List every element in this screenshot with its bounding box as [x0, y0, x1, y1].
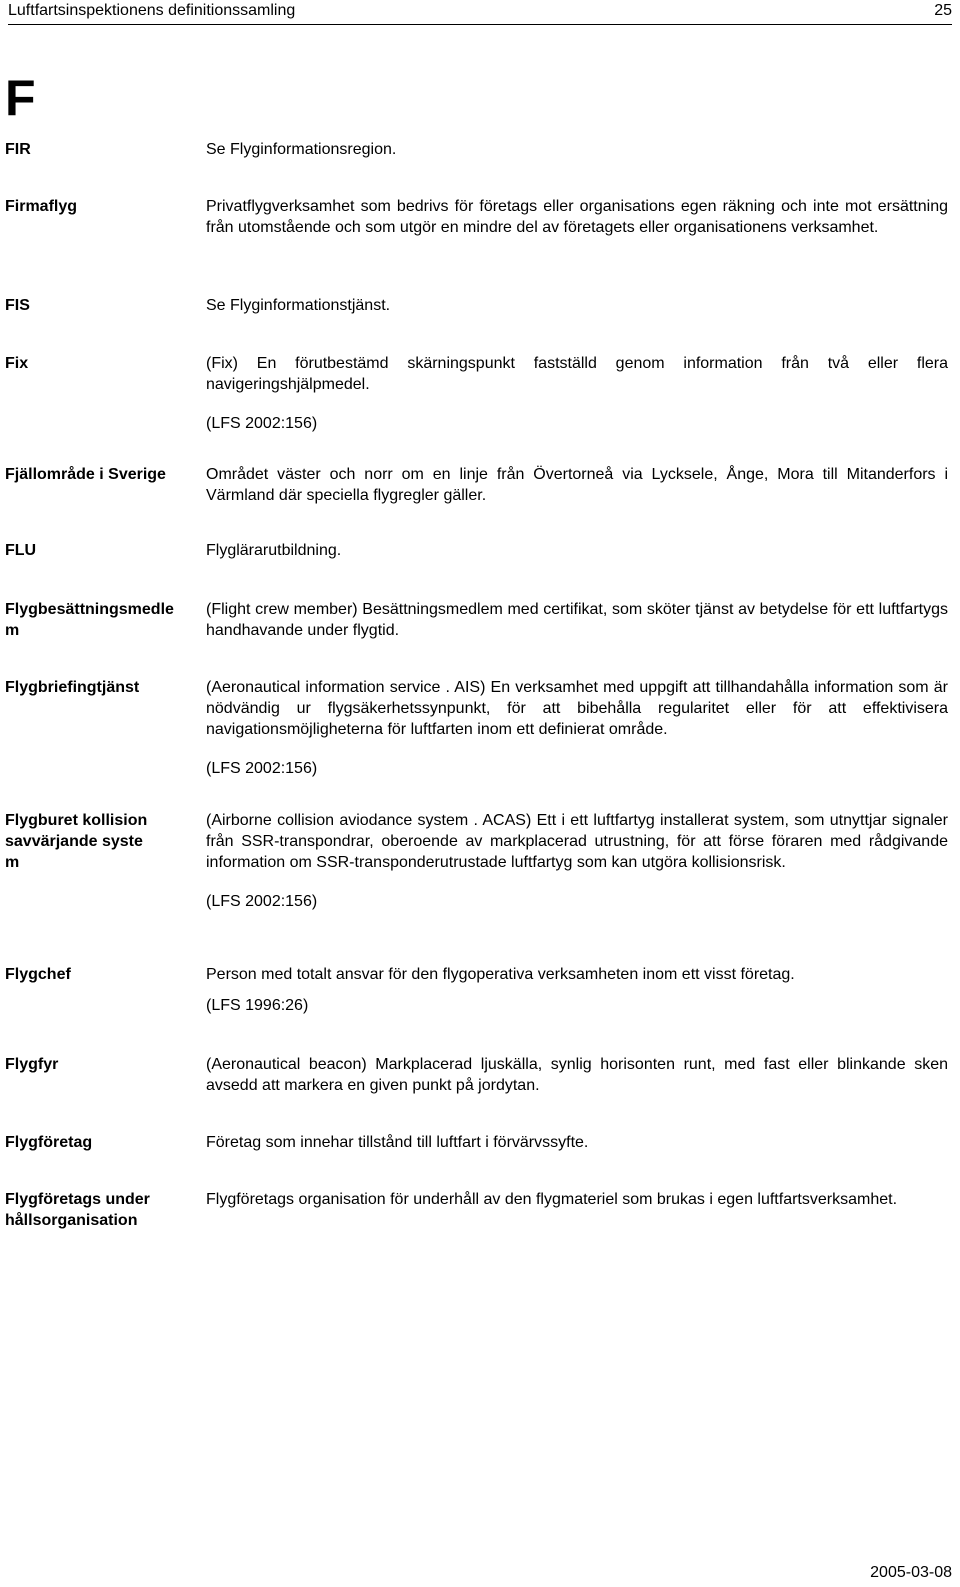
- definition-reference: (LFS 1996:26): [206, 997, 309, 1014]
- entry-term: Fjällområde i Sverige: [5, 466, 166, 483]
- entry-definition: [206, 677, 948, 779]
- entry-definition: [206, 353, 948, 434]
- entry-term: Firmaflyg: [5, 198, 78, 215]
- entry-term: FIR: [5, 141, 31, 158]
- definition-text: (Flight crew member) Besättningsmedlem med certifikat, som sköter tjänst av betydelse för ett luftfartygs handhavande under flygtid.: [206, 601, 948, 639]
- entry-term: Flygföretags underhållsorganisation: [5, 1191, 150, 1229]
- definition-text: Person med totalt ansvar för den flygoperativa verksamheten inom ett visst företag.: [206, 966, 795, 983]
- entry-definition: [206, 464, 948, 506]
- entry-definition: [206, 139, 948, 160]
- definition-text: Flyglärarutbildning.: [206, 542, 342, 559]
- page-number: 25: [934, 2, 952, 19]
- entry-term: Flygbriefingtjänst: [5, 679, 140, 696]
- definition-reference: (LFS 2002:156): [206, 893, 318, 910]
- entry-term: Flygburet kollisionsavvärjande system: [5, 812, 148, 871]
- entry-term: Fix: [5, 355, 29, 372]
- footer-date: 2005-03-08: [870, 1564, 952, 1581]
- definition-reference: (LFS 2002:156): [206, 760, 318, 777]
- entry-definition: [206, 1054, 948, 1096]
- entry-term: Flygfyr: [5, 1056, 59, 1073]
- document-title: Luftfartsinspektionens definitionssamling: [8, 2, 296, 19]
- entry-definition: [206, 295, 948, 316]
- entry-term: Flygföretag: [5, 1134, 93, 1151]
- entry-term: Flygbesättningsmedlem: [5, 601, 174, 639]
- definition-text: Privatflygverksamhet som bedrivs för företags eller organisations egen räkning och inte mot ersättning från utomstående och som utgör en mindre del av företagets eller organisationens verksamhet.: [206, 198, 948, 236]
- entry-definition: [206, 599, 948, 641]
- entry-term: FLU: [5, 542, 37, 559]
- page-header: [8, 0, 952, 25]
- entry-term: FIS: [5, 297, 30, 314]
- entry-term: Flygchef: [5, 966, 71, 983]
- definition-text: Flygföretags organisation för underhåll av den flygmateriel som brukas i egen luftfartsverksamhet.: [206, 1191, 898, 1208]
- definition-text: Se Flyginformationsregion.: [206, 141, 397, 158]
- definition-text: Företag som innehar tillstånd till luftfart i förvärvssyfte.: [206, 1134, 589, 1151]
- definition-reference: (LFS 2002:156): [206, 415, 318, 432]
- definition-text: Området väster och norr om en linje från Övertorneå via Lycksele, Ånge, Mora till Mitanderfors i Värmland där speciella flygregler gäller.: [206, 466, 948, 504]
- entry-definition: [206, 1189, 948, 1210]
- definition-text: (Airborne collision aviodance system . ACAS) Ett i ett luftfartyg installerat system, som utnyttjar signaler från SSR-transpondrar, oberoende av markplacerad utrustning, för att förse föraren med rådgivande information om SSR-transponderutrustade luftfartyg som kan utgöra kollisionsrisk.: [206, 812, 948, 871]
- entry-definition: [206, 810, 948, 912]
- definition-text: (Aeronautical beacon) Markplacerad ljuskälla, synlig horisonten runt, med fast eller blinkande sken avsedd att markera en given punkt på jordytan.: [206, 1056, 948, 1094]
- entry-definition: [206, 196, 948, 238]
- definition-text: Se Flyginformationstjänst.: [206, 297, 391, 314]
- entry-definition: [206, 1132, 948, 1153]
- entry-definition: [206, 964, 948, 1016]
- definition-text: (Aeronautical information service . AIS) En verksamhet med uppgift att tillhandahålla information som är nödvändig ur flygsäkerhetssynpunkt, för att bibehålla regularitet eller för att effektivisera navigationsmöjligheterna för luftfarten inom ett definierat område.: [206, 679, 948, 738]
- section-letter: F: [5, 70, 36, 126]
- definition-text: (Fix) En förutbestämd skärningspunkt fastställd genom information från två eller flera navigeringshjälpmedel.: [206, 355, 948, 393]
- entry-definition: [206, 540, 948, 561]
